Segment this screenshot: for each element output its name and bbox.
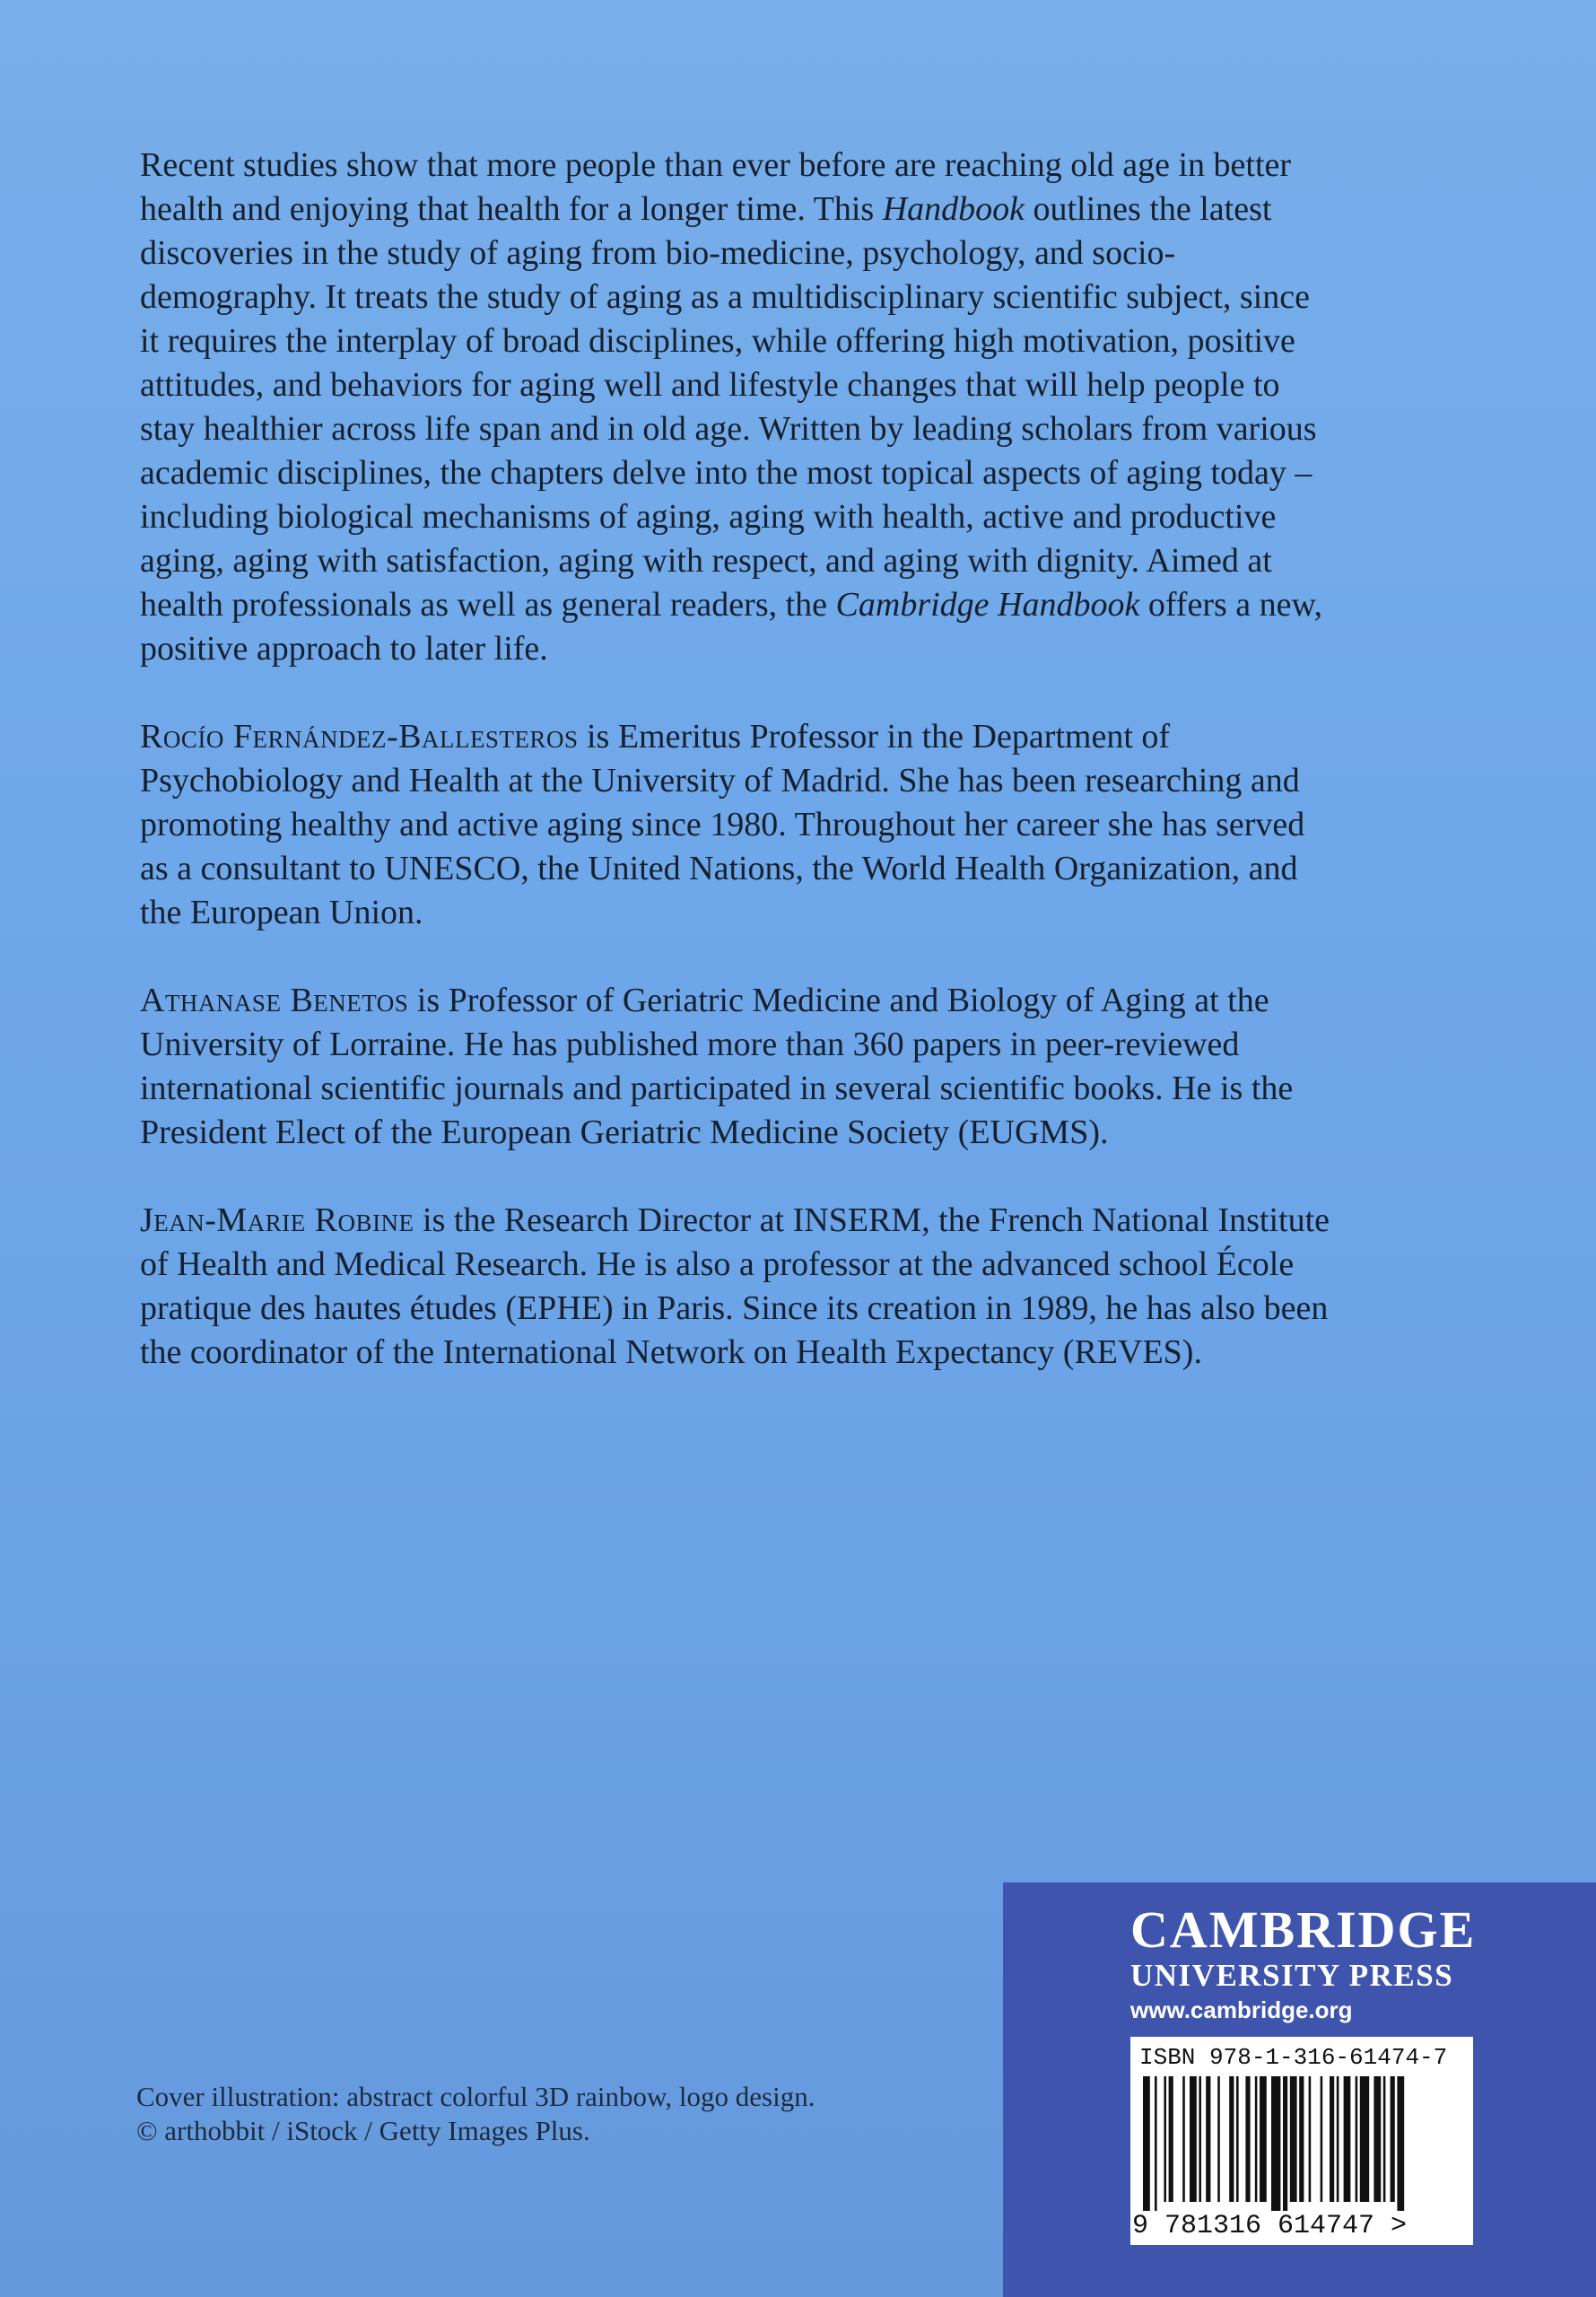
author-name: Jean-Marie Robine	[140, 1201, 414, 1239]
barcode-bars-icon	[1143, 2076, 1448, 2211]
italic-handbook: Handbook	[882, 190, 1025, 228]
publisher-press: UNIVERSITY PRESS	[1130, 1958, 1454, 1993]
author-name: Athanase Benetos	[140, 982, 409, 1019]
isbn-barcode	[1130, 2037, 1473, 2245]
author-bio-fernandez-ballesteros	[140, 715, 1333, 935]
publisher-url: www.cambridge.org	[1130, 1996, 1353, 2023]
isbn-label: ISBN 978-1-316-61474-7	[1139, 2044, 1448, 2071]
author-bio-text: is Emeritus Professor in the Department of Psychobiology and Health at the University of Madrid. She has been researching and promoting healthy and active aging since 1980. Throughout her career she has served as a consultant to UNESCO, the United Nations, the World Health Organization, and the European Union.	[140, 718, 1305, 931]
author-bio-text: is the Research Director at INSERM, the French National Institute of Health and Medical Research. He is also a professor at the advanced school École pratique des hautes études (EPHE) in Paris. Since its creation in 1989, he has also been the coordinator of the International Network on Health Expectancy (REVES).	[140, 1201, 1330, 1371]
italic-cambridge-handbook: Cambridge Handbook	[835, 586, 1140, 624]
author-name: Rocío Fernández-Ballesteros	[140, 718, 579, 755]
description-paragraph: Recent studies show that more people than ever before are reaching old age in better health and enjoying that health for a longer time. This Handbook outlines the latest discoveries in the study of aging from bio-medicine, psychology, and socio-demography. It treats the study of aging as a multidisciplinary scientific subject, since it requires the interplay of broad disciplines, while offering high motivation, positive attitudes, and behaviors for aging well and lifestyle changes that will help people to stay healthier across life span and in old age. Written by leading scholars from various academic disciplines, the chapters delve into the most topical aspects of aging today – including biological mechanisms of aging, aging with health, active and productive aging, aging with satisfaction, aging with respect, and aging with dignity. Aimed at health professionals as well as general readers, the Cambridge Handbook offers a new, positive approach to later life.	[140, 146, 1322, 668]
publisher-logo	[1130, 1902, 1489, 2026]
author-bio-benetos	[140, 979, 1333, 1155]
publisher-name: CAMBRIDGE	[1130, 1900, 1477, 1959]
cover-illustration-credit: Cover illustration: abstract colorful 3D rainbow, logo design. © arthobbit / iStock / Getty Images Plus.	[136, 2081, 815, 2146]
publisher-panel	[1003, 1882, 1596, 2297]
author-bio-robine	[140, 1199, 1333, 1375]
cover-text	[140, 144, 1333, 1419]
author-bio-text: is Professor of Geriatric Medicine and Biology of Aging at the University of Lorraine. He has published more than 360 papers in peer-reviewed international scientific journals and participated in several scientific books. He is the President Elect of the European Geriatric Medicine Society (EUGMS).	[140, 982, 1294, 1151]
barcode-digits: 9 781316 614747 >	[1132, 2211, 1408, 2241]
